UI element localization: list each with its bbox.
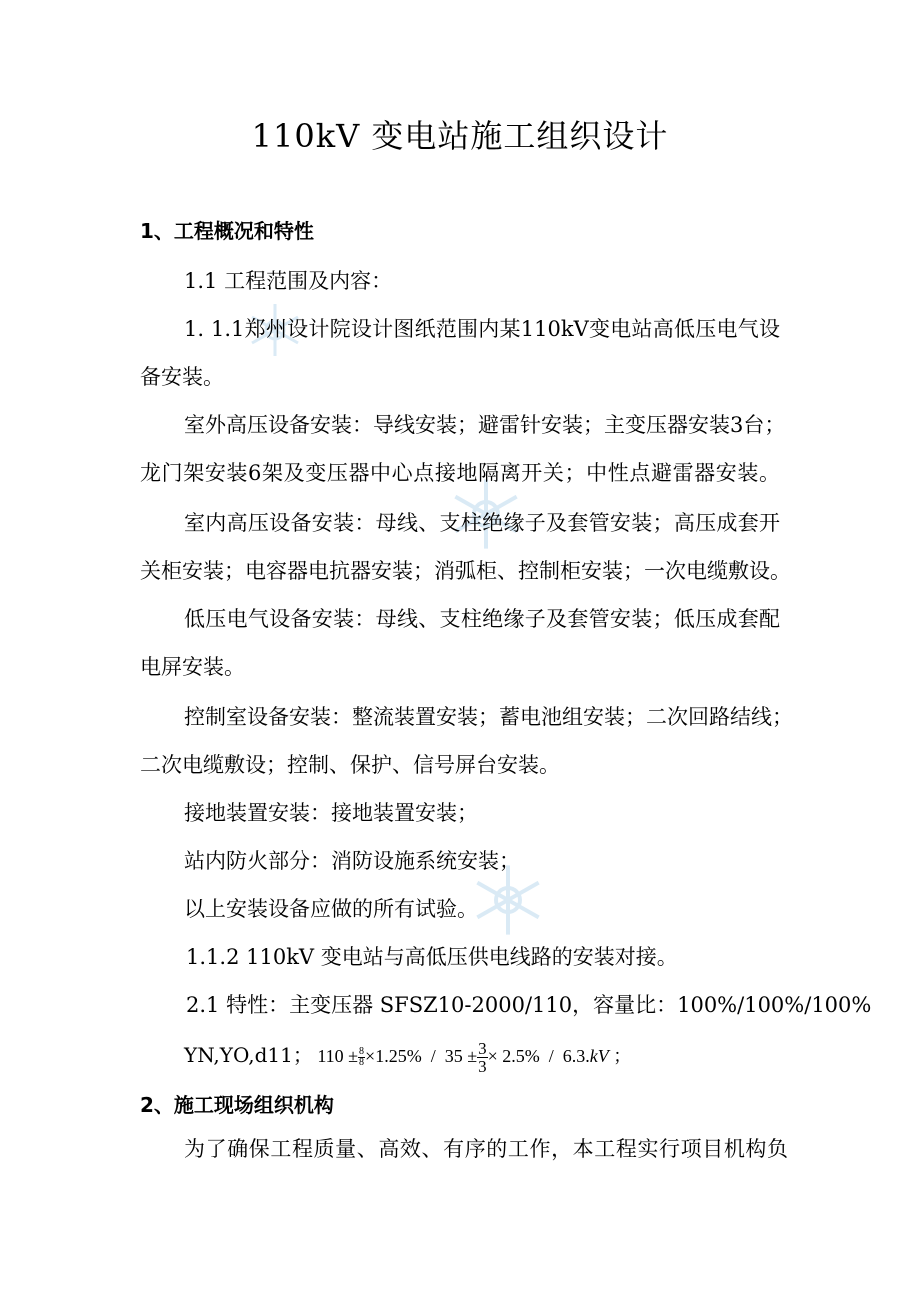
paragraph-1-1-1-line1: 1. 1.1郑州设计院设计图纸范围内某110kV变电站高低压电气设 xyxy=(184,317,780,341)
formula-term2-fraction xyxy=(477,1040,488,1075)
section-2-paragraph: 为了确保工程质量、高效、有序的工作，本工程实行项目机构负 xyxy=(184,1137,788,1161)
formula-term1-fraction xyxy=(358,1047,365,1068)
section-1-heading: 1、工程概况和特性 xyxy=(140,219,314,243)
formula-term2-base: 35 ± xyxy=(444,1046,478,1066)
low-voltage-line2: 电屏安装。 xyxy=(140,655,245,679)
fire-protection-line: 站内防火部分：消防设施系统安装； xyxy=(184,849,520,873)
low-voltage-line1: 低压电气设备安装：母线、支柱绝缘子及套管安装；低压成套配 xyxy=(184,607,780,631)
formula-separator: / xyxy=(544,1046,559,1066)
formula-prefix: YN,YO,d11； xyxy=(184,1043,313,1067)
subsection-1-1-2: 1.1.2 110kV 变电站与高低压供电线路的安装对接。 xyxy=(186,945,678,969)
outdoor-equipment-line1: 室外高压设备安装：导线安装；避雷针安装；主变压器安装3台； xyxy=(184,413,786,437)
indoor-equipment-line1: 室内高压设备安装：母线、支柱绝缘子及套管安装；高压成套开 xyxy=(184,511,780,535)
grounding-line: 接地装置安装：接地装置安装； xyxy=(184,801,478,825)
formula-term1-rest: ×1.25% xyxy=(365,1046,422,1066)
control-room-line2: 二次电缆敷设；控制、保护、信号屏台安装。 xyxy=(140,753,560,777)
characteristics-line: 2.1 特性：主变压器 SFSZ10-2000/110，容量比：100%/100%/100% xyxy=(186,993,872,1017)
formula-suffix: ； xyxy=(613,1046,632,1066)
subsection-1-1: 1.1 工程范围及内容： xyxy=(184,269,393,293)
fraction-denominator: 3 xyxy=(478,1057,487,1077)
outdoor-equipment-line2: 龙门架安装6架及变压器中心点接地隔离开关；中性点避雷器安装。 xyxy=(140,461,780,485)
fraction-denominator: 8 xyxy=(359,1057,365,1069)
paragraph-1-1-1-line2: 备安装。 xyxy=(140,365,224,389)
formula-term3-base: 6.3. xyxy=(562,1046,590,1066)
indoor-equipment-line2: 关柜安装；电容器电抗器安装；消弧柜、控制柜安装；一次电缆敷设。 xyxy=(140,559,791,583)
formula-separator: / xyxy=(426,1046,441,1066)
page-title: 110kV 变电站施工组织设计 xyxy=(251,117,669,155)
section-2-heading: 2、施工现场组织机构 xyxy=(140,1093,334,1117)
formula-term2-rest: × 2.5% xyxy=(487,1046,540,1066)
control-room-line1: 控制室设备安装：整流装置安装；蓄电池组安装；二次回路结线； xyxy=(184,705,793,729)
fraction-numerator: 8 xyxy=(359,1046,365,1058)
tests-line: 以上安装设备应做的所有试验。 xyxy=(184,897,478,921)
fraction-numerator: 3 xyxy=(478,1039,487,1059)
tap-ratio-formula xyxy=(184,1032,631,1078)
formula-term1-base: 110 ± xyxy=(317,1046,359,1066)
formula-term3-unit: kV xyxy=(589,1046,609,1066)
